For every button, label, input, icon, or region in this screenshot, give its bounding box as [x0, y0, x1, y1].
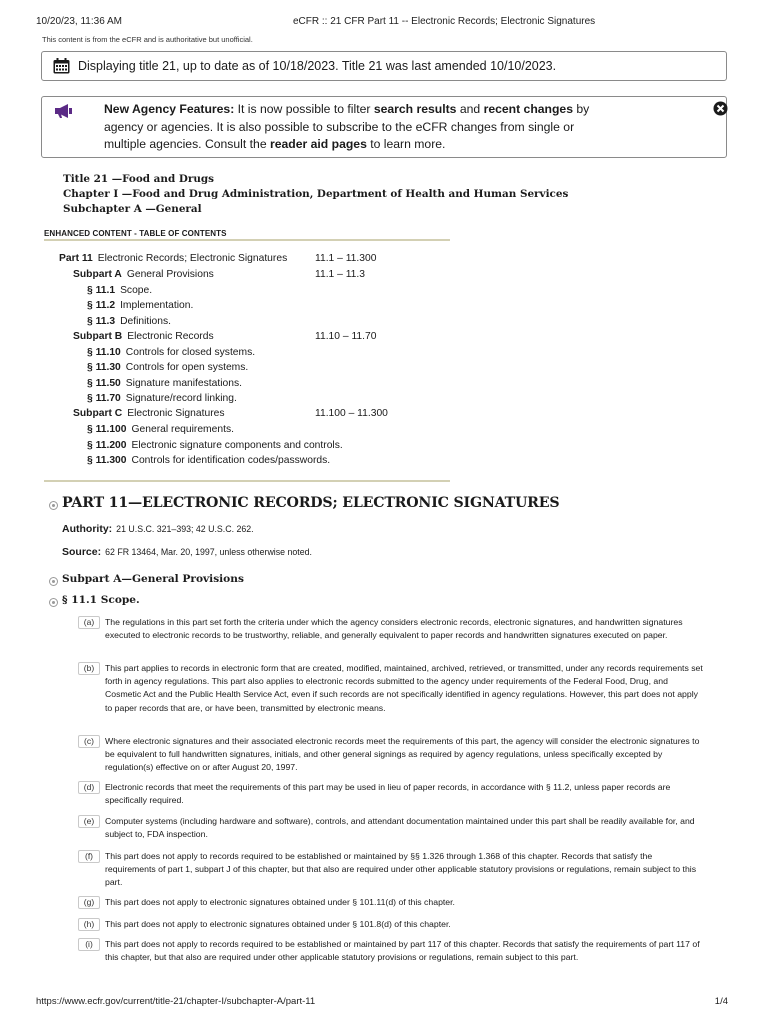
- source-label: Source:: [62, 546, 102, 558]
- paragraph-label[interactable]: (h): [78, 918, 100, 931]
- display-status-text: Displaying title 21, up to date as of 10/18/2023. Title 21 was last amended 10/10/2023.: [78, 59, 557, 73]
- print-title: eCFR :: 21 CFR Part 11 -- Electronic Records; Electronic Signatures: [293, 16, 596, 27]
- toc-section-name: Controls for identification codes/passwords.: [131, 455, 331, 466]
- recent-changes-link[interactable]: recent changes: [483, 102, 573, 116]
- toc-section-name: Scope.: [120, 284, 153, 296]
- paragraph-label[interactable]: (b): [78, 662, 100, 675]
- section-title: § 11.1 Scope.: [62, 594, 140, 606]
- toc-part-number: Part 11: [59, 253, 93, 264]
- toc-subpart-range: 11.1 – 11.3: [315, 268, 366, 280]
- toc-subpart-row[interactable]: [73, 269, 214, 280]
- toc-section-row[interactable]: [87, 285, 152, 296]
- paragraph-text: Electronic records that meet the requirements of this part may be used in lieu of paper records, in accordance with § 11.2, unless paper records are specifically required.: [105, 782, 671, 806]
- toc-subpart-name: Electronic Signatures: [127, 408, 225, 419]
- toc-part-name: Electronic Records; Electronic Signatures: [97, 253, 288, 264]
- search-results-link[interactable]: search results: [373, 102, 457, 116]
- print-url: https://www.ecfr.gov/current/title-21/chapter-I/subchapter-A/part-11: [36, 996, 316, 1007]
- hierarchy-breadcrumb: [63, 172, 568, 217]
- toc-section-name: Controls for closed systems.: [125, 347, 256, 358]
- display-status-banner: [41, 51, 727, 81]
- toc-section-number: § 11.2: [87, 300, 116, 311]
- collapse-icon[interactable]: [49, 501, 58, 510]
- unofficial-note: This content is from the eCFR and is authoritative but unofficial.: [42, 35, 253, 44]
- hierarchy-subchapter[interactable]: Subchapter A —General: [63, 203, 202, 215]
- toc-subpart-name: General Provisions: [126, 268, 214, 280]
- paragraph-text: This part does not apply to records required to be established or maintained by part 117 of this chapter. Records that satisfy the requirements of part 117 of this chapter, but that also are required under other applicable statutory provisions or regulations, remain subject to this part.: [105, 939, 700, 963]
- toc-section-row[interactable]: [87, 440, 343, 451]
- new-features-banner: [41, 96, 727, 158]
- authority-text: 21 U.S.C. 321–393; 42 U.S.C. 262.: [116, 524, 254, 534]
- toc-part-row[interactable]: [59, 253, 287, 264]
- toc-section-row[interactable]: [87, 300, 193, 311]
- source-text: 62 FR 13464, Mar. 20, 1997, unless otherwise noted.: [105, 547, 312, 557]
- toc-section-number: § 11.50: [87, 377, 121, 389]
- toc-section-name: General requirements.: [131, 423, 234, 435]
- feature-text-2: and: [456, 102, 484, 116]
- collapse-icon[interactable]: [49, 577, 58, 586]
- authority: [62, 523, 254, 535]
- toc-section-number: § 11.70: [87, 392, 121, 404]
- toc-section-row[interactable]: [87, 455, 330, 466]
- megaphone-icon: [54, 104, 74, 118]
- paragraph-label[interactable]: (g): [78, 896, 100, 909]
- paragraph-label[interactable]: (c): [78, 735, 100, 748]
- toc-section-name: Implementation.: [120, 300, 194, 311]
- toc-subpart-number: Subpart C: [73, 408, 123, 419]
- paragraph-text: Where electronic signatures and their associated electronic records meet the requirements of this part, the agency will consider the electronic signatures to be equivalent to full handwritten signatures, initials, and other general signings as required by agency regulations, unless specifically excepted by regulation(s) effective on or after August 20, 1997.: [105, 736, 700, 773]
- toc-section-name: Signature/record linking.: [125, 392, 237, 404]
- toc-section-name: Electronic signature components and controls.: [131, 439, 343, 451]
- reader-aid-link[interactable]: reader aid pages: [269, 137, 367, 151]
- toc-section-name: Signature manifestations.: [125, 377, 242, 389]
- toc-section-row[interactable]: [87, 316, 171, 327]
- toc-section-number: § 11.100: [87, 423, 127, 435]
- new-features-heading: New Agency Features:: [104, 102, 235, 116]
- print-page-number: 1/4: [714, 996, 728, 1007]
- close-icon[interactable]: [713, 101, 728, 116]
- toc-subpart-number: Subpart A: [73, 268, 122, 280]
- paragraph-label[interactable]: (i): [78, 938, 100, 951]
- part-title: PART 11—ELECTRONIC RECORDS; ELECTRONIC SIGNATURES: [62, 495, 560, 511]
- toc-section-number: § 11.200: [87, 439, 127, 451]
- toc-section-number: § 11.30: [87, 362, 121, 373]
- toc-subpart-number: Subpart B: [73, 331, 123, 342]
- paragraph-label[interactable]: (f): [78, 850, 100, 863]
- toc-section-row[interactable]: [87, 378, 242, 389]
- toc-subpart-range: 11.100 – 11.300: [315, 408, 388, 419]
- toc-part-range: 11.1 – 11.300: [315, 253, 377, 264]
- subpart-title: Subpart A—General Provisions: [62, 573, 244, 585]
- paragraph-text: The regulations in this part set forth the criteria under which the agency considers electronic records, electronic signatures, and handwritten signatures executed to electronic records to be trustworthy, reliable, and generally equivalent to paper records and handwritten signatures executed on paper.: [105, 617, 683, 641]
- paragraph-label[interactable]: (d): [78, 781, 100, 794]
- toc-section-row[interactable]: [87, 393, 237, 404]
- feature-text-4: to learn more.: [366, 137, 446, 151]
- hierarchy-title[interactable]: Title 21 —Food and Drugs: [63, 173, 214, 185]
- collapse-icon[interactable]: [49, 598, 58, 607]
- paragraph-text: This part does not apply to electronic signatures obtained under § 101.11(d) of this chapter.: [105, 897, 455, 907]
- toc-section-row[interactable]: [87, 347, 255, 358]
- toc-section-row[interactable]: [87, 362, 248, 373]
- toc-section-number: § 11.3: [87, 315, 116, 327]
- authority-label: Authority:: [62, 523, 113, 535]
- paragraph-text: This part does not apply to electronic signatures obtained under § 101.8(d) of this chapter.: [105, 919, 451, 929]
- toc-heading: ENHANCED CONTENT - TABLE OF CONTENTS: [44, 229, 450, 241]
- toc-section-row[interactable]: [87, 424, 234, 435]
- paragraph-label[interactable]: (a): [78, 616, 100, 629]
- source: [62, 546, 312, 558]
- feature-text-3: by agency or agencies. It is also possible to subscribe to the eCFR changes from single or multiple agencies. Consult the: [104, 102, 590, 151]
- paragraph-text: Computer systems (including hardware and software), controls, and attendant documentation maintained under this part shall be readily available for, and subject to, FDA inspection.: [105, 816, 695, 840]
- print-datetime: 10/20/23, 11:36 AM: [36, 16, 122, 27]
- toc-section-name: Definitions.: [120, 315, 171, 327]
- paragraph-text: This part applies to records in electronic form that are created, modified, maintained, archived, retrieved, or transmitted, under any records requirements set forth in agency regulations. This part also applies to electronic records submitted to the agency under requirements of the Federal Food, Drug, and Cosmetic Act and the Public Health Service Act, even if such records are not specifically identified in agency regulations. However, this part does not apply to paper records that are, or have been, transmitted by electronic means.: [105, 663, 703, 713]
- hierarchy-chapter[interactable]: Chapter I —Food and Drug Administration, Department of Health and Human Services: [63, 188, 569, 200]
- toc-subpart-range: 11.10 – 11.70: [315, 331, 377, 342]
- toc-subpart-name: Electronic Records: [127, 331, 214, 342]
- new-features-text: [104, 101, 614, 154]
- toc-divider: [44, 480, 450, 482]
- toc-section-name: Controls for open systems.: [125, 362, 249, 373]
- paragraph-text: This part does not apply to records required to be established or maintained by §§ 1.326 through 1.368 of this chapter. Records that satisfy the requirements of part 1, subpart J of this chapter, but that also are required under other applicable statutory provisions or regulations, remain subject to this part.: [105, 851, 697, 888]
- toc-section-number: § 11.300: [87, 455, 127, 466]
- toc-section-number: § 11.10: [87, 347, 121, 358]
- toc-subpart-row[interactable]: [73, 331, 214, 342]
- toc-section-number: § 11.1: [87, 284, 116, 296]
- calendar-icon: [53, 58, 70, 74]
- toc-subpart-row[interactable]: [73, 408, 225, 419]
- paragraph-label[interactable]: (e): [78, 815, 100, 828]
- feature-text-1: It is now possible to filter: [234, 102, 374, 116]
